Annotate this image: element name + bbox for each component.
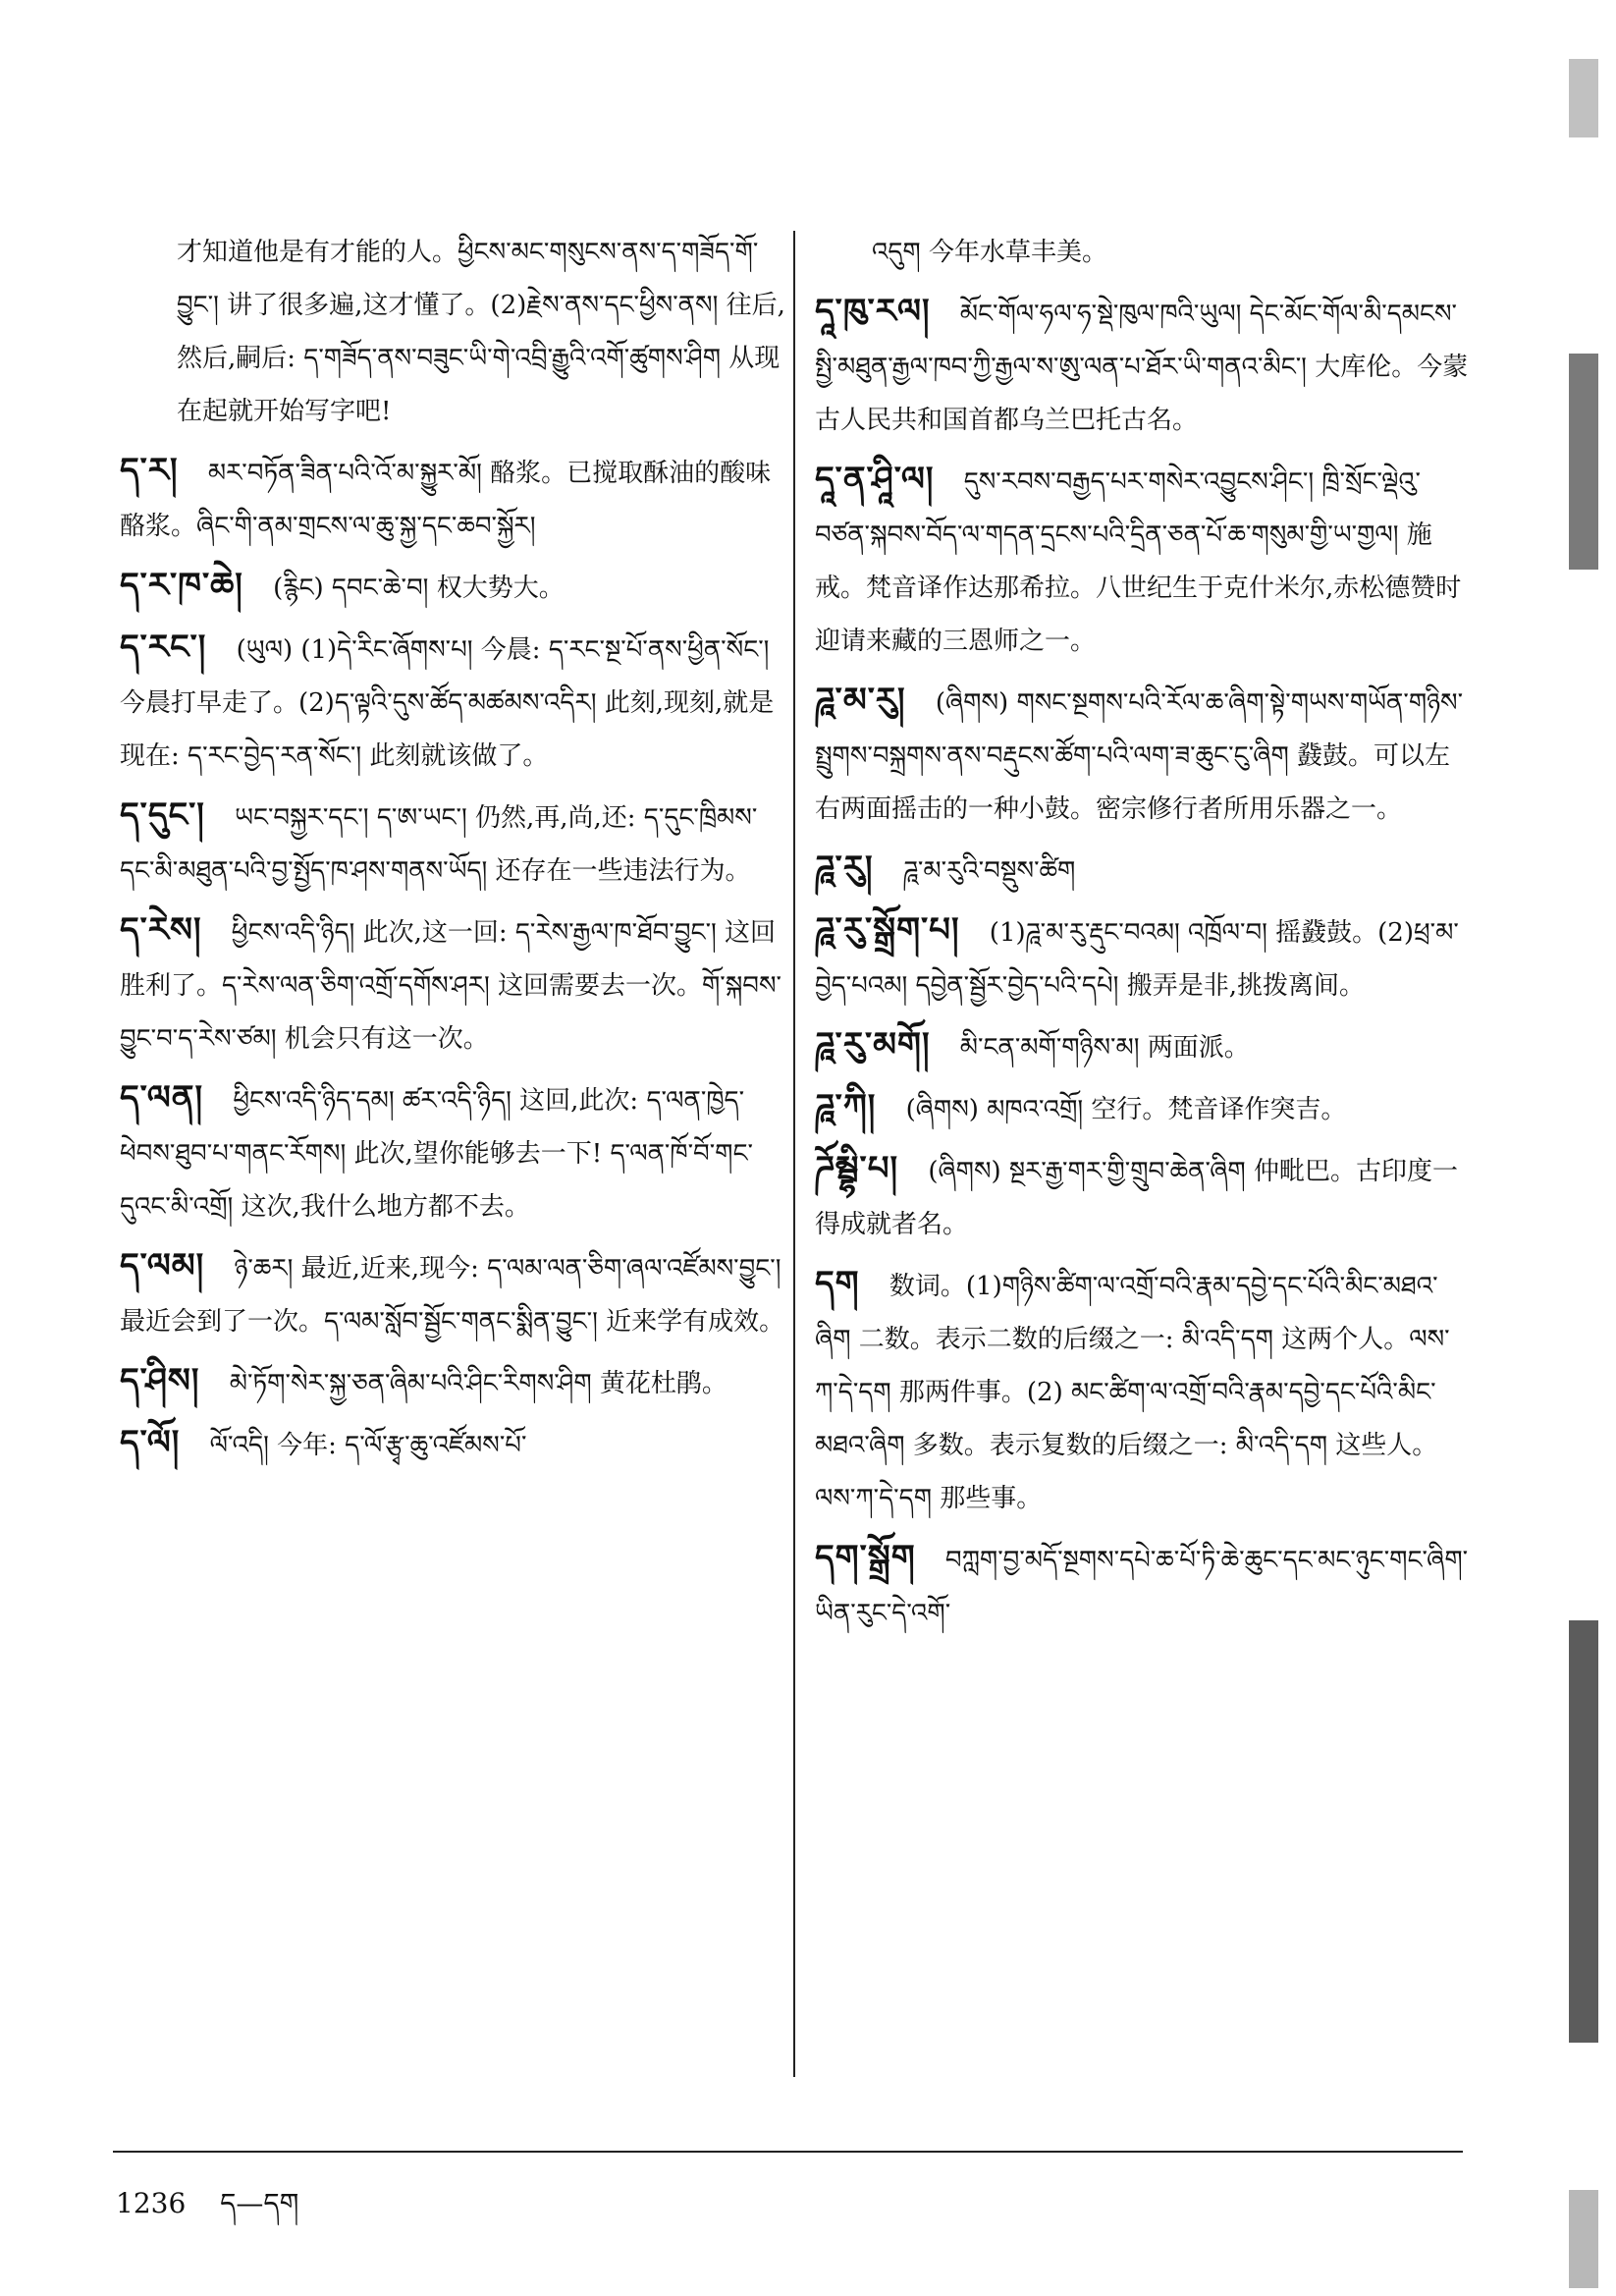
entry-text: མར་བཏོན་ཟིན་པའི་འོ་མ་སྐྱུར་མོ། 酪浆。已搅取酥油的酸味酪浆。ཞིང་གི་ནམ་གྲངས་ལ་ཆུ་སྐྱ་དང་ཆབ་སྐྱོར།: [120, 459, 772, 541]
dictionary-entry: [815, 285, 1473, 447]
scan-edge-mark: [1569, 2190, 1598, 2288]
entry-text: མེ་ཏོག་སེར་སྐྱ་ཅན་ཞིམ་པའི་ཤིང་རིགས་ཤིག 黄花杜鹃。: [229, 1369, 727, 1398]
entry-headword: ད་ལོ།: [120, 1423, 181, 1462]
dictionary-entry: [815, 453, 1473, 668]
page-footer: [116, 2172, 324, 2250]
page-range: ད—དག: [220, 2187, 299, 2219]
entry-text: 数词。(1)གཉིས་ཚིག་ལ་འགྲོ་བའི་རྣམ་དབྱེ་དང་པོའི་མིང་མཐའ་ཞིག 二数。表示二数的后缀之一: མི་འདི་དག 这两个人。ལས་ཀ་དེ་དག 那两件事。(2) མང་ཚིག་ལ་འགྲོ་བའི་རྣམ་དབྱེ་དང་པོའི་མིང་མཐའ་ཞིག 多数。表示复数的后缀之一: མི་འདི་དག 这些人。ལས་ཀ་དེ་དག 那些事。: [815, 1272, 1450, 1513]
entry-text: བཀླག་བྱ་མདོ་སྔགས་དཔེ་ཆ་པོ་ཏི་ཆེ་ཆུང་དང་མང་ཉུང་གང་ཞིག་ཡིན་རུང་དེ་འགོ་: [815, 1546, 1469, 1628]
entry-headword: ད་ར།: [120, 451, 179, 490]
dictionary-entry: [815, 903, 1473, 1012]
scan-edge-mark: [1569, 1620, 1598, 2043]
dictionary-entry: [120, 1416, 787, 1472]
entry-headword: ད་ལན།: [120, 1078, 204, 1118]
entry-headword: ད་ལམ།: [120, 1246, 205, 1285]
entry-headword: དཱ་ན་ཤཱི་ལ།: [815, 460, 935, 499]
dictionary-entry: [120, 226, 787, 438]
entry-headword: ད་རེས།: [120, 910, 202, 950]
entry-text: ཕྱིངས་འདི་ཉིད། 此次,这一回: ད་རེས་རྒྱལ་ཁ་ཐོབ་བྱུང་། 这回胜利了。ད་རེས་ལན་ཅིག་འགྲོ་དགོས་ཤར། 这回需要去一次。གོ་སྐབས་བྱུང་བ་ད་རེས་ཙམ། 机会只有这一次。: [120, 918, 781, 1054]
left-column: [120, 226, 787, 1478]
entry-headword: ཌཱ་རུ་སྒྲོག་པ།: [815, 910, 960, 950]
entry-text: དུས་རབས་བརྒྱད་པར་གསེར་འབྱུངས་ཤིང་། ཁྲི་སྲོང་ལྡེའུ་བཙན་སྐབས་བོད་ལ་གདན་དྲངས་པའི་དྲིན་ཅན་པོ་ཆ་གསུམ་གྱི་ཡ་གྱལ། 施戒。梵音译作达那希拉。八世纪生于克什米尔,赤松德赞时迎请来藏的三恩师之一。: [815, 467, 1462, 656]
dictionary-entry: [120, 1071, 787, 1233]
entry-headword: དཱ་ཁུ་རལ།: [815, 292, 931, 331]
entry-text: ཡང་བསྐྱར་དང་། ད་ཨ་ཡང་། 仍然,再,尚,还: ད་དུང་ཁྲིམས་དང་མི་མཐུན་པའི་བྱ་སྤྱོད་ཁ་ཤས་གནས་ཡོད། 还存在一些违法行为。: [120, 803, 758, 886]
entry-headword: ད་ར་ཁ་ཆེ།: [120, 566, 243, 605]
entry-headword: ཌཱ་ཀི།: [815, 1087, 877, 1126]
dictionary-entry: [120, 903, 787, 1066]
dictionary-entry: [120, 621, 787, 783]
dictionary-entry: [815, 1080, 1473, 1136]
entry-text: (རྙིང) དབང་ཆེ་བ། 权大势大。: [273, 574, 565, 603]
dictionary-entry: [815, 842, 1473, 898]
entry-text: མོང་གོལ་ཧལ་ཧ་སྡེ་ཁུལ་ཁའི་ཡུལ། དེང་མོང་གོལ་མི་དམངས་སྤྱི་མཐུན་རྒྱལ་ཁབ་ཀྱི་རྒྱལ་ས་ཨུ་ལན་པ་ཐོར་ཡི་གནའ་མིང་། 大库伦。今蒙古人民共和国首都乌兰巴托古名。: [815, 300, 1469, 435]
right-column: [815, 226, 1473, 1646]
dictionary-entry: [815, 1257, 1473, 1525]
dictionary-entry: [815, 674, 1473, 836]
scan-edge-mark: [1569, 354, 1598, 570]
entry-text: (1)ཌཱ་མ་རུ་རྡུང་བའམ། འཁྲོལ་བ། 摇鼗鼓。(2)ཕྲ་མ་བྱེད་པའམ། དབྱེན་སྦྱོར་བྱེད་པའི་དཔེ། 搬弄是非,挑拨离间。: [815, 918, 1459, 1001]
entry-text: (ཞིགས) སྔར་རྒྱ་གར་གྱི་གྲུབ་ཆེན་ཞིག 仲毗巴。古印度一得成就者名。: [815, 1157, 1458, 1239]
entry-text: 才知道他是有才能的人。ཕྱིངས་མང་གསུངས་ནས་ད་གཟོད་གོ་བྱུང་། 讲了很多遍,这才懂了。(2)རྗེས་ནས་དང་ཕྱིས་ནས། 往后,然后,嗣后: ད་གཟོད་ནས་བཟུང་ཡི་གེ་འབྲི་རྒྱུའི་འགོ་ཚུགས་ཤིག 从现在起就开始写字吧!: [177, 238, 785, 426]
entry-headword: ཌཱ་རུ།: [815, 848, 874, 888]
entry-headword: ཌོམྦྷི་པ།: [815, 1149, 899, 1188]
entry-text: ཉེ་ཆར། 最近,近来,现今: ད་ལམ་ལན་ཅིག་ཞལ་འཛོམས་བྱུང་། 最近会到了一次。ད་ལམ་སློབ་སྦྱོང་གནང་སྨིན་བྱུང་། 近来学有成效。: [120, 1254, 785, 1337]
entry-headword: ད་ཤིས།: [120, 1361, 200, 1400]
dictionary-entry: [815, 1142, 1473, 1251]
dictionary-entry: [815, 1018, 1473, 1074]
entry-text: ཌཱ་མ་རུའི་བསྡུས་ཚིག: [902, 856, 1076, 886]
entry-text: འདུག 今年水草丰美。: [872, 238, 1108, 267]
entry-headword: དག: [815, 1264, 860, 1303]
entry-text: (ཞིགས) གསང་སྔགས་པའི་རོལ་ཆ་ཞིག་སྟེ་གཡས་གཡོན་གཉིས་སྤྲུགས་བསྐྲགས་ནས་བརྡུངས་ཚོག་པའི་ལག་ཟ་ཆུང་ངུ་ཞིག 鼗鼓。可以左右两面摇击的一种小鼓。密宗修行者所用乐器之一。: [815, 688, 1464, 824]
entry-text: མི་ངན་མགོ་གཉིས་མ། 两面派。: [959, 1033, 1250, 1063]
entry-text: (ཡུལ) (1)དེ་རིང་ཞོགས་པ། 今晨: ད་རང་སྔ་པོ་ནས་ཕྱིན་སོང་། 今晨打早走了。(2)ད་ལྟའི་དུས་ཚོད་མཚམས་འདིར། 此刻,现刻,就是现在: ད་རང་བྱེད་རན་སོང་། 此刻就该做了。: [120, 635, 775, 771]
scan-edge-mark: [1569, 59, 1598, 137]
entry-text: (ཞིགས) མཁའ་འགྲོ། 空行。梵音译作突吉。: [905, 1095, 1347, 1124]
entry-text: ཕྱིངས་འདི་ཉིད་དམ། ཚར་འདི་ཉིད། 这回,此次: ད་ལན་ཁྱེད་ཕེབས་ཐུབ་པ་གནང་རོགས། 此次,望你能够去一下! ད་ལན་ཁོ་བོ་གང་དུའང་མི་འགྲོ། 这次,我什么地方都不去。: [120, 1086, 753, 1222]
entry-headword: ད་རང་།: [120, 628, 207, 667]
entry-headword: ཌཱ་མ་རུ།: [815, 681, 906, 720]
entry-headword: ད་དུང་།: [120, 795, 205, 835]
dictionary-entry: [120, 1239, 787, 1348]
dictionary-entry: [815, 1531, 1473, 1640]
page-number: 1236: [116, 2187, 187, 2219]
dictionary-entry: [815, 226, 1473, 279]
dictionary-entry: [120, 789, 787, 898]
dictionary-entry: [120, 1354, 787, 1410]
column-divider: [793, 231, 795, 2077]
entry-headword: ཌཱ་རུ་མགོ།: [815, 1025, 931, 1065]
entry-text: ལོ་འདི། 今年: ད་ལོ་རྩྭ་ཆུ་འཛོམས་པོ་: [209, 1431, 527, 1460]
dictionary-entry: [120, 444, 787, 553]
entry-headword: དག་སྒྲོག: [815, 1538, 916, 1577]
footer-rule: [113, 2151, 1463, 2153]
dictionary-entry: [120, 559, 787, 615]
